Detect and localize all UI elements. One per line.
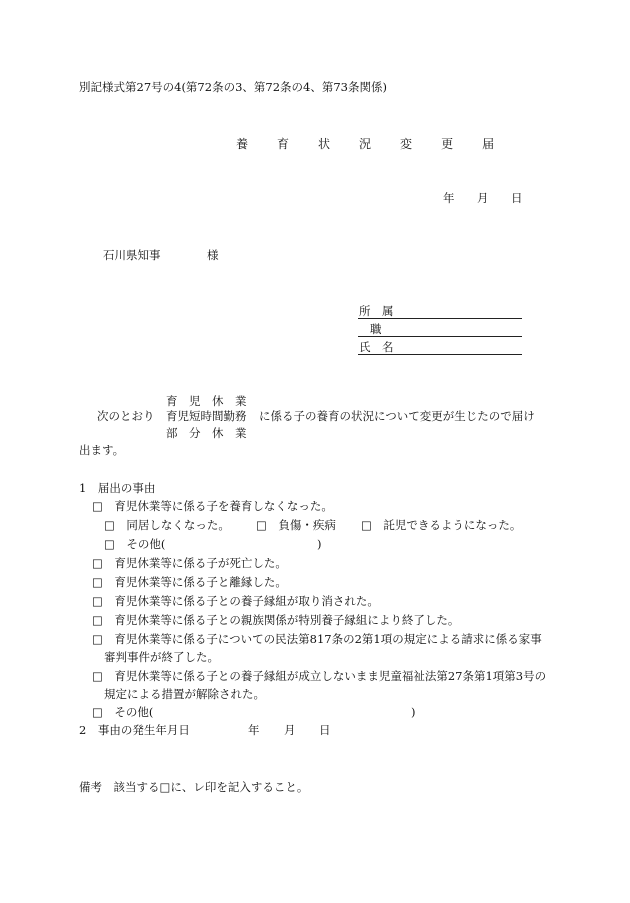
reason-welfare-measure-lifted[interactable]: □ 育児休業等に係る子との養子縁組が成立しないまま児童福祉法第27条第1項第3号の [92,669,547,683]
occurrence-day-label: 日 [319,723,331,737]
reason-sub-not-cohabiting[interactable]: □ 同居しなくなった。 [104,518,230,532]
addressee-name: 石川県知事 [103,248,161,262]
occurrence-month-label: 月 [284,723,296,737]
reason-special-adoption[interactable]: □ 育児休業等に係る子との親族関係が特別養子縁組により終了した。 [92,613,460,627]
reason-other[interactable]: □ その他( [92,705,154,719]
reason-dissolved-adoption[interactable]: □ 育児休業等に係る子と離縁した。 [92,575,287,589]
name-label: 氏 名 [359,340,394,354]
reason-child-died[interactable]: □ 育児休業等に係る子が死亡した。 [92,556,287,570]
section1-heading: 1 届出の事由 [79,481,156,495]
reason-sub-injury-illness[interactable]: □ 負傷・疾病 [256,518,336,532]
reason-sub-other[interactable]: □ その他( [104,537,166,551]
intro-lead: 次のとおり [97,409,155,423]
date-year-label: 年 [443,191,455,205]
affiliation-label: 所 属 [359,304,394,318]
name-underline [358,354,522,355]
date-month-label: 月 [477,191,489,205]
addressee-honorific: 様 [207,248,219,262]
reason-other-close: ) [411,705,416,719]
position-label: 職 [370,322,382,336]
affiliation-underline [358,318,522,319]
leave-type-short-hours: 育児短時間勤務 [166,409,247,423]
reason-family-court-ended-cont: 審判事件が終了した。 [104,650,219,664]
form-title: 養 育 状 況 変 更 届 [236,137,507,151]
reason-family-court-ended[interactable]: □ 育児休業等に係る子についての民法第817条の2第1項の規定による請求に係る家事 [92,632,542,646]
occurrence-year-label: 年 [248,723,260,737]
form-number: 別記様式第27号の4(第72条の3、第72条の4、第73条関係) [79,80,387,94]
reason-adoption-cancelled[interactable]: □ 育児休業等に係る子との養子縁組が取り消された。 [92,594,379,608]
reason-sub-childcare-available[interactable]: □ 託児できるようになった。 [361,518,522,532]
date-day-label: 日 [511,191,523,205]
intro-body: に係る子の養育の状況について変更が生じたので届け [259,409,535,423]
leave-type-childcare: 育 児 休 業 [166,394,247,408]
remarks: 備考 該当する□に、レ印を記入すること。 [79,780,309,794]
reason-sub-other-close: ) [317,537,322,551]
intro-tail: 出ます。 [79,443,125,457]
reason-welfare-measure-lifted-cont: 規定による措置が解除された。 [104,687,265,701]
leave-type-partial: 部 分 休 業 [166,426,247,440]
reason-no-longer-raising[interactable]: □ 育児休業等に係る子を養育しなくなった。 [92,499,333,513]
section2-heading: 2 事由の発生年月日 [79,723,190,737]
position-underline [358,336,522,337]
